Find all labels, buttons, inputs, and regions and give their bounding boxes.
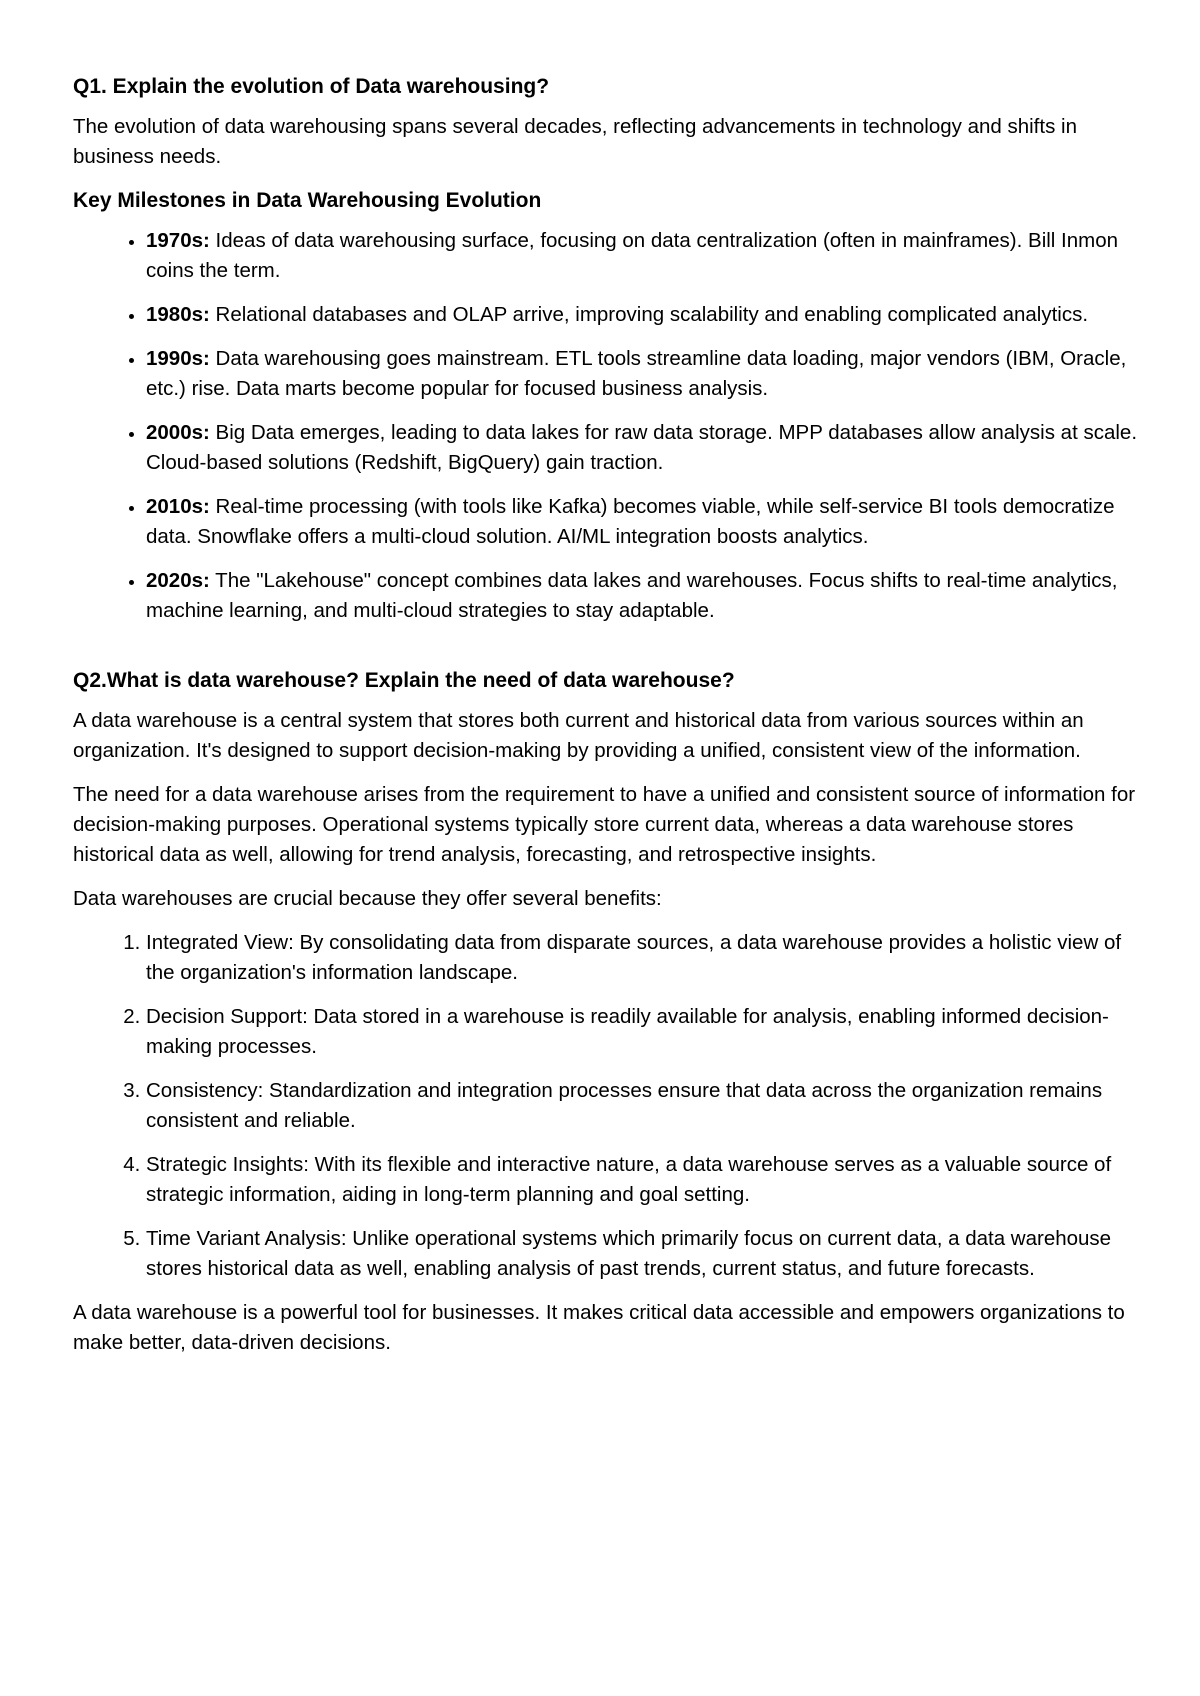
milestone-decade: 2020s: [146, 569, 210, 592]
benefit-item: 2. Decision Support: Data stored in a warehouse is readily available for analysis, enabling informed decision-making processes. [146, 1002, 1143, 1062]
benefit-item: 3. Consistency: Standardization and integration processes ensure that data across the organization remains consistent and reliable. [146, 1076, 1143, 1136]
milestone-decade: 1990s: [146, 347, 210, 370]
milestone-decade: 1970s: [146, 229, 210, 252]
milestone-item [146, 418, 1143, 478]
milestone-decade: 2000s: [146, 421, 210, 444]
milestones-subheading: Key Milestones in Data Warehousing Evolution [73, 189, 542, 212]
milestones-list [73, 226, 1143, 626]
milestone-item [146, 300, 1143, 330]
benefit-item: 1. Integrated View: By consolidating data from disparate sources, a data warehouse provides a holistic view of the organization's information landscape. [146, 928, 1143, 988]
milestone-text: Data warehousing goes mainstream. ETL tools streamline data loading, major vendors (IBM, Oracle, etc.) rise. Data marts become popular for focused business analysis. [146, 347, 1127, 400]
q2-definition-paragraph: A data warehouse is a central system that stores both current and historical data from various sources within an organization. It's designed to support decision-making by providing a unified, consistent view of the information. [73, 709, 1084, 762]
milestone-text: Big Data emerges, leading to data lakes for raw data storage. MPP databases allow analysis at scale. Cloud-based solutions (Redshift, BigQuery) gain traction. [146, 421, 1138, 474]
q1-heading: Q1. Explain the evolution of Data warehousing? [73, 75, 550, 98]
milestone-item [146, 226, 1143, 286]
milestone-decade: 1980s: [146, 303, 210, 326]
milestone-text: Real-time processing (with tools like Kafka) becomes viable, while self-service BI tools democratize data. Snowflake offers a multi-cloud solution. AI/ML integration boosts analytics. [146, 495, 1115, 548]
milestone-text: The "Lakehouse" concept combines data lakes and warehouses. Focus shifts to real-time analytics, machine learning, and multi-cloud strategies to stay adaptable. [146, 569, 1118, 622]
milestone-text: Relational databases and OLAP arrive, improving scalability and enabling complicated analytics. [209, 303, 1089, 326]
milestone-item [146, 566, 1143, 626]
q2-heading: Q2.What is data warehouse? Explain the need of data warehouse? [73, 669, 735, 692]
milestone-text: Ideas of data warehousing surface, focusing on data centralization (often in mainframes). Bill Inmon coins the term. [146, 229, 1119, 282]
milestone-decade: 2010s: [146, 495, 210, 518]
q2-conclusion: A data warehouse is a powerful tool for businesses. It makes critical data accessible and empowers organizations to make better, data-driven decisions. [73, 1301, 1125, 1354]
benefit-item: 4. Strategic Insights: With its flexible and interactive nature, a data warehouse serves as a valuable source of strategic information, aiding in long-term planning and goal setting. [146, 1150, 1143, 1210]
q2-need-paragraph: The need for a data warehouse arises from the requirement to have a unified and consistent source of information for decision-making purposes. Operational systems typically store current data, whereas a data warehouse stores historical data as well, allowing for trend analysis, forecasting, and retrospective insights. [73, 783, 1136, 866]
benefit-item: 5. Time Variant Analysis: Unlike operational systems which primarily focus on current data, a data warehouse stores historical data as well, enabling analysis of past trends, current status, and future forecasts. [146, 1224, 1143, 1284]
milestone-item [146, 492, 1143, 552]
milestone-item [146, 344, 1143, 404]
q2-benefits-intro: Data warehouses are crucial because they offer several benefits: [73, 887, 662, 910]
benefits-list [73, 928, 1143, 1284]
document-page [73, 60, 1143, 1372]
q1-intro: The evolution of data warehousing spans several decades, reflecting advancements in technology and shifts in business needs. [73, 115, 1077, 168]
